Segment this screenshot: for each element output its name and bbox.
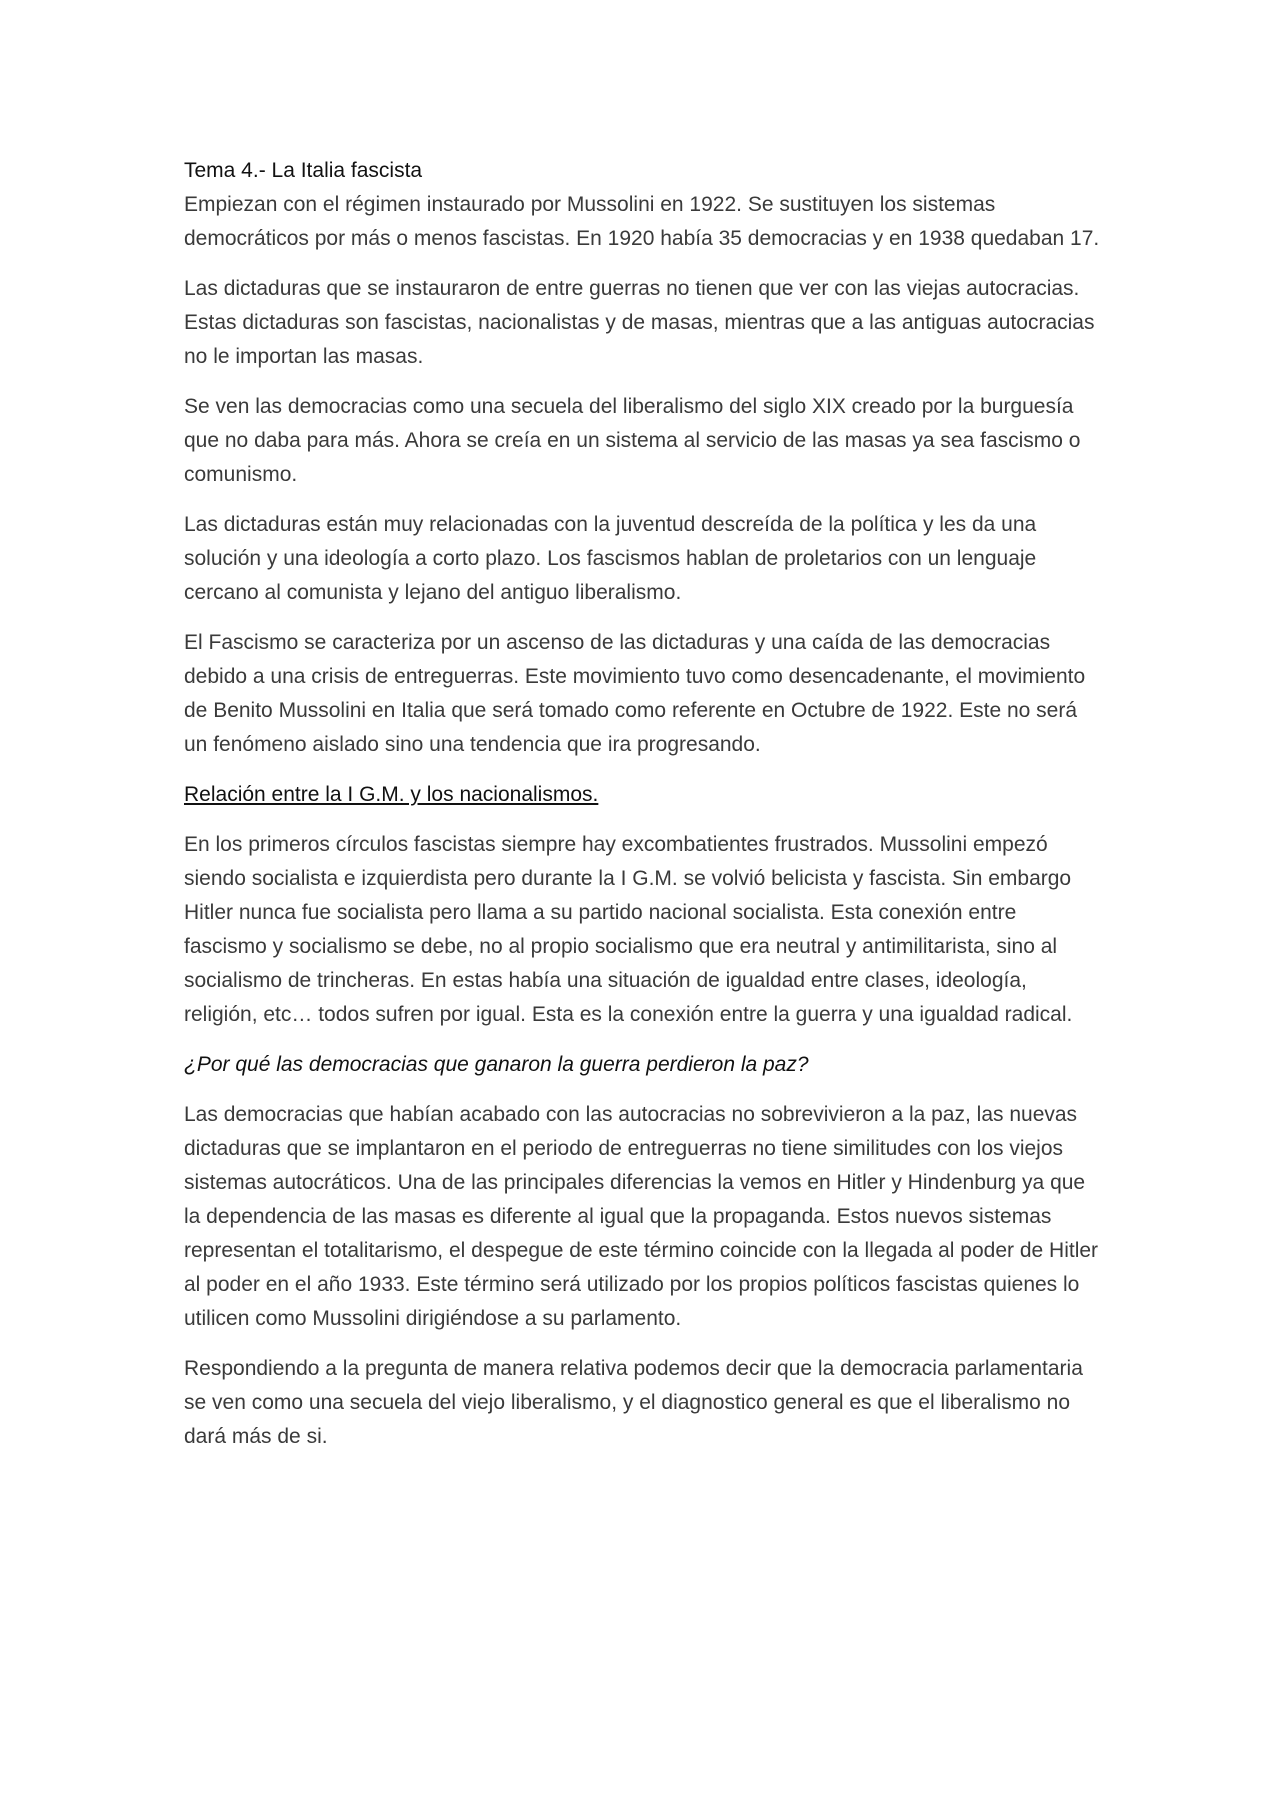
paragraph: Se ven las democracias como una secuela del liberalismo del siglo XIX creado por la burguesía que no daba para más. Ahora se creía en un sistema al servicio de las masas ya sea fascismo o comunismo. xyxy=(184,395,1081,486)
section-heading-relacion: Relación entre la I G.M. y los nacionalismos. xyxy=(184,783,599,806)
document-title: Tema 4.- La Italia fascista xyxy=(184,159,423,182)
paragraph: En los primeros círculos fascistas siempre hay excombatientes frustrados. Mussolini empezó siendo socialista e izquierdista pero durante la I G.M. se volvió belicista y fascista. Sin embargo Hitler nunca fue socialista pero llama a su partido nacional socialista. Esta conexión entre fascismo y socialismo se debe, no al propio socialismo que era neutral y antimilitarista, sino al socialismo de trincheras. En estas había una situación de igualdad entre clases, ideología, religión, etc… todos sufren por igual. Esta es la conexión entre la guerra y una igualdad radical. xyxy=(184,833,1073,1026)
paragraph: Respondiendo a la pregunta de manera relativa podemos decir que la democracia parlamentaria se ven como una secuela del viejo liberalismo, y el diagnostico general es que el liberalismo no dará más de si. xyxy=(184,1357,1083,1448)
paragraph: Las democracias que habían acabado con las autocracias no sobrevivieron a la paz, las nuevas dictaduras que se implantaron en el periodo de entreguerras no tiene similitudes con los viejos sistemas autocráticos. Una de las principales diferencias la vemos en Hitler y Hindenburg ya que la dependencia de las masas es diferente al igual que la propaganda. Estos nuevos sistemas representan el totalitarismo, el despegue de este término coincide con la llegada al poder de Hitler al poder en el año 1933. Este término será utilizado por los propios políticos fascistas quienes lo utilicen como Mussolini dirigiéndose a su parlamento. xyxy=(184,1103,1099,1330)
paragraph: El Fascismo se caracteriza por un ascenso de las dictaduras y una caída de las democracias debido a una crisis de entreguerras. Este movimiento tuvo como desencadenante, el movimiento de Benito Mussolini en Italia que será tomado como referente en Octubre de 1922. Este no será un fenómeno aislado sino una tendencia que ira progresando. xyxy=(184,631,1086,756)
section-heading-pregunta: ¿Por qué las democracias que ganaron la guerra perdieron la paz? xyxy=(184,1053,809,1076)
document-body xyxy=(184,154,1104,1470)
paragraph: Las dictaduras están muy relacionadas con la juventud descreída de la política y les da una solución y una ideología a corto plazo. Los fascismos hablan de proletarios con un lenguaje cercano al comunista y lejano del antiguo liberalismo. xyxy=(184,513,1037,604)
paragraph: Empiezan con el régimen instaurado por Mussolini en 1922. Se sustituyen los sistemas democráticos por más o menos fascistas. En 1920 había 35 democracias y en 1938 quedaban 17. xyxy=(184,193,1100,250)
paragraph: Las dictaduras que se instauraron de entre guerras no tienen que ver con las viejas autocracias. Estas dictaduras son fascistas, nacionalistas y de masas, mientras que a las antiguas autocracias no le importan las masas. xyxy=(184,277,1095,368)
